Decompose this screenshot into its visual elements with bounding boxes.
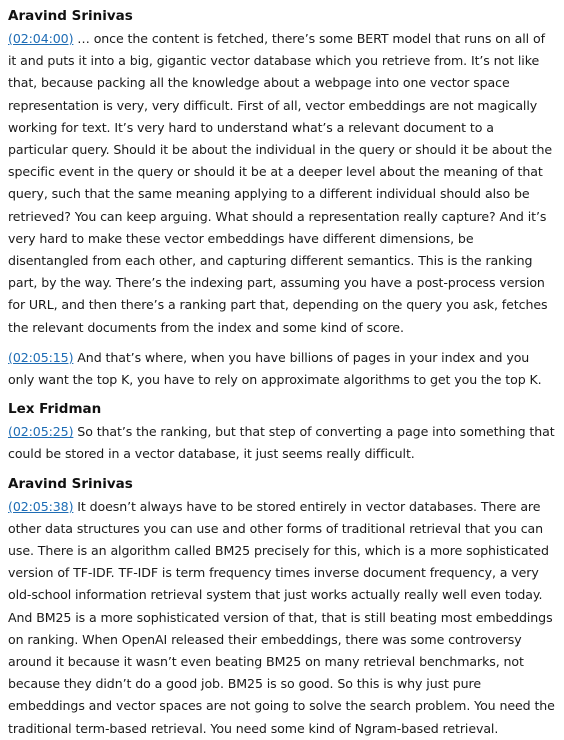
paragraph-text: … once the content is fetched, there’s some BERT model that runs on all of it and puts it into a big, gigantic vector database which you retrieve from. It’s not like that, because packing all the knowledge about a webpage into one vector space representation is very, very difficult. First of all, vector embeddings are not magically working for text. It’s very hard to understand what’s a relevant document to a particular query. Should it be about the individual in the query or should it be about the specific event in the query or should it be at a deeper level about the meaning of that query, such that the same meaning applying to a different individual should also be retrieved? You can keep arguing. What should a representation really capture? And it’s very hard to make these vector embeddings have different dimensions, be disentangled from each other, and capturing different semantics. This is the ranking part, by the way. There’s the indexing part, assuming you have a post-process version for URL, and then there’s a ranking part that, depending on the query you ask, fetches the relevant documents from the index and some kind of score. <box>8 31 552 335</box>
speaker-name: Aravind Srinivas <box>8 8 133 24</box>
paragraph-text: It doesn’t always have to be stored entirely in vector databases. There are other data structures you can use and other forms of traditional retrieval that you can use. There is an algorithm called BM25 precisely for this, which is a more sophisticated version of TF-IDF. TF-IDF is term frequency times inverse document frequency, a very old-school information retrieval system that just works actually really well even today. And BM25 is a more sophisticated version of that, that is still beating most embeddings on ranking. When OpenAI released their embeddings, there was some controversy around it because it wasn’t even beating BM25 on many retrieval benchmarks, not because they didn’t do a good job. BM25 is so good. So this is why just pure embeddings and vector spaces are not going to solve the search problem. You need the traditional term-based retrieval. You need some kind of Ngram-based retrieval. <box>8 498 555 736</box>
speaker-block <box>8 6 556 391</box>
paragraph-text: And that’s where, when you have billions of pages in your index and you only want the top K, you have to rely on approximate algorithms to get you the top K. <box>8 349 542 388</box>
speaker-block <box>8 399 556 465</box>
timestamp-link[interactable]: (02:05:38) <box>8 498 74 514</box>
timestamp-link[interactable]: (02:04:00) <box>8 31 74 46</box>
speaker-name: Aravind Srinivas <box>8 475 133 492</box>
timestamp-link[interactable]: (02:05:15) <box>8 349 74 365</box>
transcript-paragraph <box>8 496 556 740</box>
transcript-paragraph <box>8 28 556 339</box>
timestamp-link[interactable]: (02:05:25) <box>8 424 74 440</box>
transcript-paragraph <box>8 347 556 391</box>
paragraph-text: So that’s the ranking, but that step of converting a page into something that could be stored in a vector database, it just seems really difficult. <box>8 424 555 462</box>
speaker-name: Lex Fridman <box>8 401 102 418</box>
transcript-paragraph <box>8 421 556 465</box>
